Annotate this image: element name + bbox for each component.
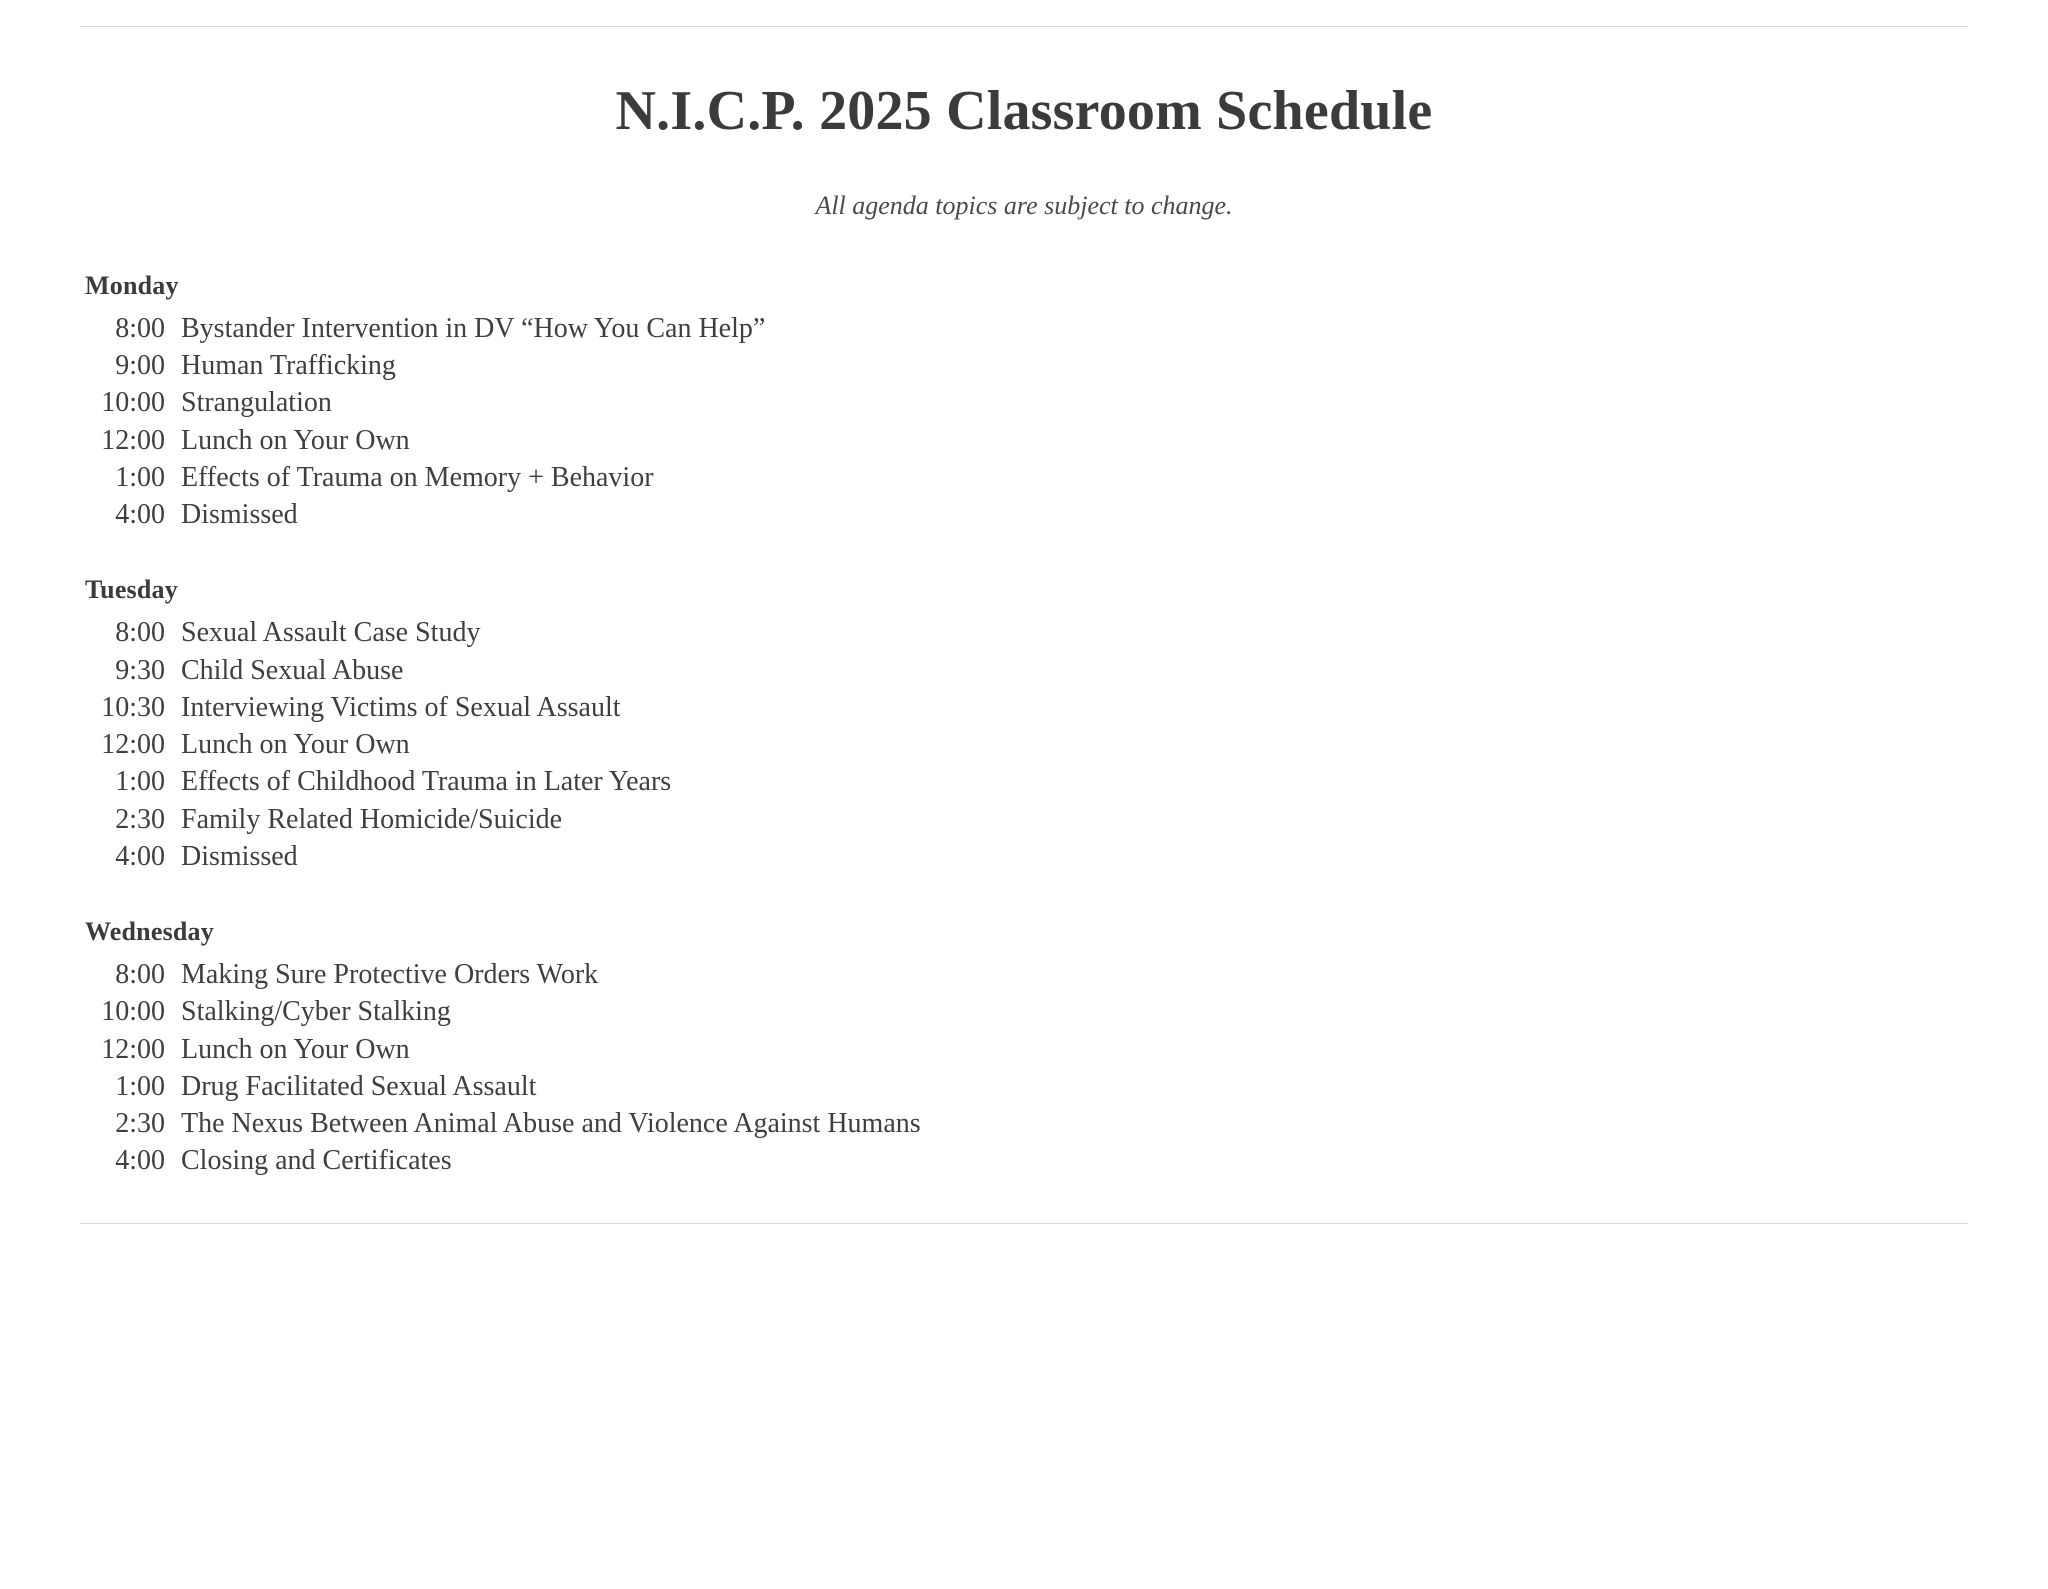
entry-topic: Making Sure Protective Orders Work — [181, 959, 599, 991]
schedule-entry — [85, 614, 1968, 651]
entry-time: 9:00 — [115, 350, 165, 382]
entry-topic: Child Sexual Abuse — [181, 654, 404, 686]
entry-topic: Lunch on Your Own — [181, 1033, 410, 1065]
entry-time: 1:00 — [115, 1070, 165, 1102]
day-heading: Monday — [85, 271, 179, 300]
entry-time: 2:30 — [115, 803, 165, 835]
entry-topic: Dismissed — [181, 499, 298, 531]
entry-time: 10:30 — [101, 691, 165, 723]
schedule-entry — [85, 652, 1968, 689]
entry-topic: Lunch on Your Own — [181, 729, 410, 761]
entry-topic: Effects of Childhood Trauma in Later Years — [181, 766, 672, 798]
entry-time: 1:00 — [115, 766, 165, 798]
entry-topic: Bystander Intervention in DV “How You Can Help” — [181, 313, 766, 344]
entry-topic: Stalking/Cyber Stalking — [181, 996, 451, 1028]
entry-time: 8:00 — [115, 617, 165, 649]
schedule-entry — [85, 310, 1968, 347]
schedule-entry — [85, 422, 1968, 459]
bottom-divider — [80, 1223, 1968, 1224]
day-heading: Tuesday — [85, 575, 178, 605]
schedule-entry — [85, 1031, 1968, 1068]
day-block — [85, 271, 1968, 533]
schedule-entry — [85, 384, 1968, 421]
entry-time: 12:00 — [101, 1033, 165, 1065]
entry-time: 8:00 — [115, 959, 165, 991]
schedule-entry — [85, 689, 1968, 726]
entry-time: 2:30 — [115, 1107, 165, 1139]
entry-time: 4:00 — [115, 1145, 165, 1177]
entry-topic: Strangulation — [181, 387, 332, 419]
schedule-entry — [85, 956, 1968, 993]
entry-time: 9:30 — [115, 654, 165, 686]
schedule-entry — [85, 1068, 1968, 1105]
entry-topic: Sexual Assault Case Study — [181, 617, 481, 649]
day-heading: Wednesday — [85, 917, 214, 947]
entry-topic: The Nexus Between Animal Abuse and Violence Against Humans — [181, 1107, 921, 1139]
entry-time: 10:00 — [101, 996, 165, 1028]
schedule-entry — [85, 993, 1968, 1030]
schedule-entry — [85, 838, 1968, 875]
entry-time: 4:00 — [115, 499, 165, 531]
entry-time: 12:00 — [101, 729, 165, 761]
entry-time: 12:00 — [101, 424, 165, 456]
entry-topic: Human Trafficking — [181, 350, 396, 382]
entry-topic: Drug Facilitated Sexual Assault — [181, 1070, 537, 1102]
schedule-entry — [85, 459, 1968, 496]
schedule-entry — [85, 1105, 1968, 1142]
top-divider — [80, 26, 1968, 27]
entry-topic: Family Related Homicide/Suicide — [181, 803, 563, 835]
schedule-entry — [85, 347, 1968, 384]
entry-time: 8:00 — [115, 313, 165, 344]
entry-topic: Lunch on Your Own — [181, 424, 410, 456]
day-block — [85, 575, 1968, 875]
entry-topic: Closing and Certificates — [181, 1145, 452, 1177]
document-page — [0, 26, 2048, 1589]
page-subtitle: All agenda topics are subject to change. — [815, 191, 1233, 220]
schedule-entry — [85, 763, 1968, 800]
schedule-list — [80, 271, 1968, 1179]
day-block — [85, 917, 1968, 1179]
entry-time: 10:00 — [101, 387, 165, 419]
schedule-entry — [85, 1142, 1968, 1179]
schedule-entry — [85, 726, 1968, 763]
schedule-entry — [85, 801, 1968, 838]
entry-topic: Effects of Trauma on Memory + Behavior — [181, 461, 654, 493]
page-title: N.I.C.P. 2025 Classroom Schedule — [615, 80, 1433, 142]
schedule-entry — [85, 496, 1968, 533]
entry-topic: Dismissed — [181, 840, 298, 872]
entry-time: 1:00 — [115, 461, 165, 493]
entry-time: 4:00 — [115, 840, 165, 872]
entry-topic: Interviewing Victims of Sexual Assault — [181, 691, 621, 723]
